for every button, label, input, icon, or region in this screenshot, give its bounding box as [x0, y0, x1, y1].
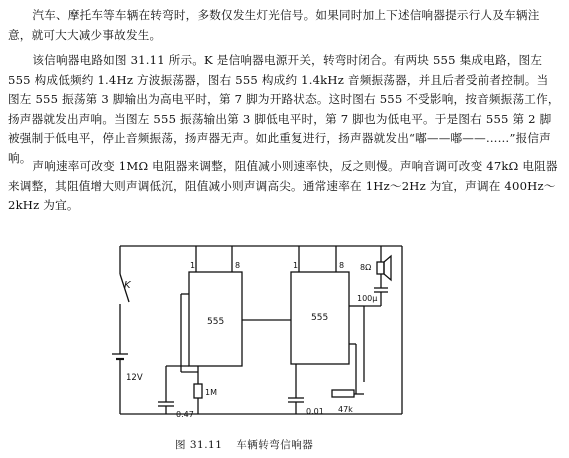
label-resistor-47k: 47k — [338, 405, 353, 414]
resistor-1m — [194, 384, 202, 398]
circuit-diagram — [86, 232, 416, 432]
capacitor-100u — [374, 288, 388, 292]
paragraph-intro: 汽车、摩托车等车辆在转弯时，多数仅发生灯光信号。如果同时加上下述信响器提示行人及车辆注意，就可大大减少事故发生。 — [8, 8, 540, 42]
label-speaker: 8Ω — [360, 263, 372, 272]
capacitor-047 — [158, 402, 174, 406]
label-right-pin1: 1 — [293, 261, 299, 270]
label-cap-047: 0.47 — [176, 410, 194, 419]
paragraph-circuit-description: 该信响器电路如图 31.11 所示。K 是信响器电源开关，转弯时闭合。有两块 555 集成电路，图左 555 构成低频约 1.4Hz 方波振荡器，图右 555 构成约 1.4kHz 音频振荡器，并且后者受前者控制。当图左 555 振荡第 3 脚输出为高电平时，第 7 脚为开路状态。这时图右 555 不受影响，按音频振荡工作，扬声器就发出声响。当图左 555 振荡输出第 3 脚低电平时，第 7 脚也为低电平。于是图右 555 第 2 脚被强制于低电平，停止音频振荡，扬声器无声。如此重复进行，扬声器就发出“嘟——嘟——……”报信声响。 — [8, 53, 560, 165]
speaker-icon — [384, 256, 391, 280]
label-left-pin8: 8 — [235, 261, 241, 270]
label-left-pin1: 1 — [190, 261, 196, 270]
paragraph-adjustment: 声响速率可改变 1MΩ 电阻器来调整，阻值减小则速率快，反之则慢。声响音调可改变 47kΩ 电阻器来调整，其阻值增大则声调低沉，阻值减小则声调高尖。通常速率在 1Hz～2Hz 为宜，声调在 400Hz～2kHz 为宜。 — [8, 159, 558, 212]
label-right-ic: 555 — [311, 313, 329, 323]
label-battery: 12V — [126, 373, 143, 383]
label-resistor-1m: 1M — [205, 388, 217, 397]
label-left-ic: 555 — [207, 317, 225, 327]
resistor-47k — [332, 390, 354, 397]
label-cap-001: 0.01 — [306, 407, 324, 416]
figure-caption — [175, 437, 313, 452]
caption-title: 车辆转弯信响器 — [236, 439, 314, 451]
caption-number: 图 31.11 — [175, 439, 223, 451]
speaker-body — [377, 262, 384, 274]
capacitor-001 — [288, 398, 304, 402]
label-cap-100u: 100μ — [357, 294, 378, 303]
label-right-pin8: 8 — [339, 261, 345, 270]
battery-symbol — [112, 354, 128, 359]
label-switch: K — [124, 280, 131, 291]
